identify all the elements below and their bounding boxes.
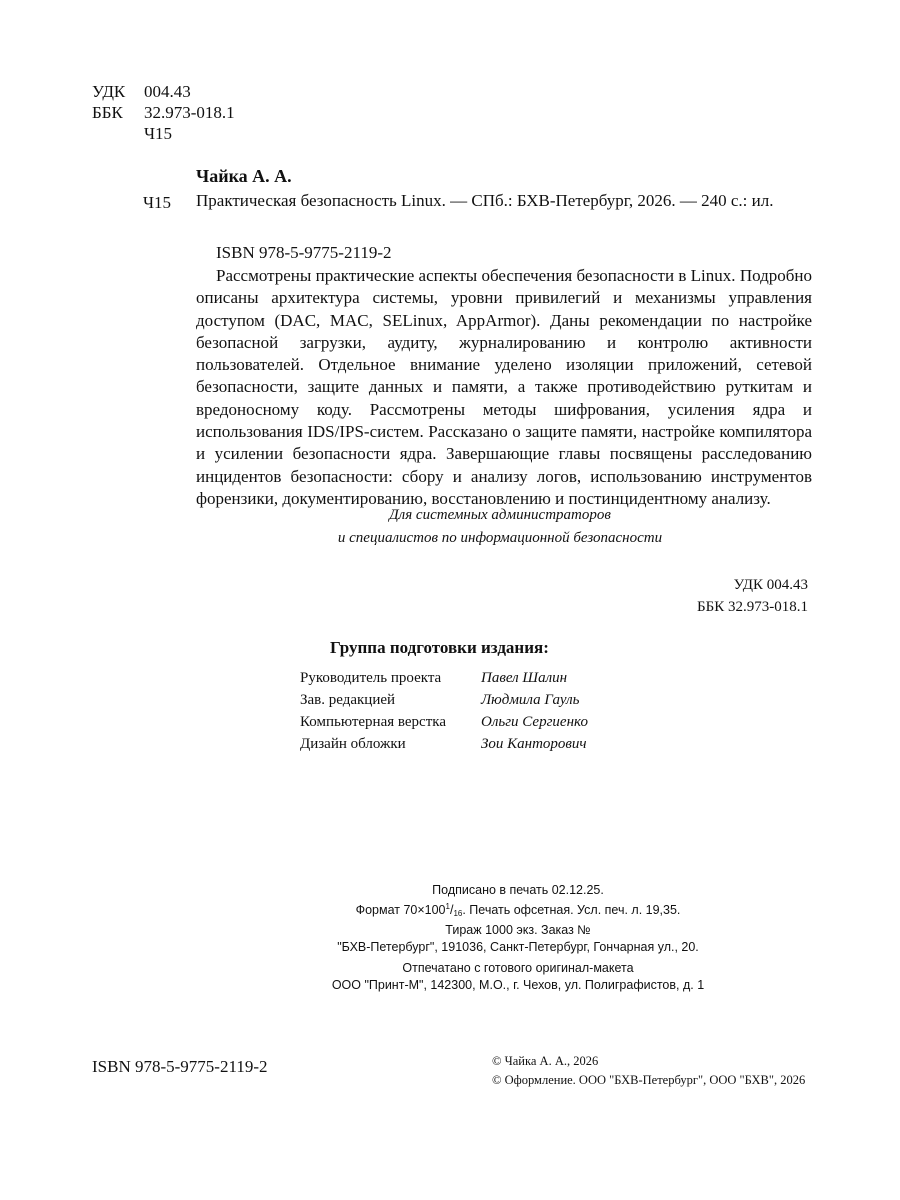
copyright-author: © Чайка А. А., 2026 <box>492 1054 599 1068</box>
staff-row <box>300 711 588 733</box>
imprint-format: Формат $70\times 100^1/_{16}$. Печать офсетная. Усл. печ. л. 19,35. <box>355 901 681 918</box>
staff-role: Компьютерная верстка <box>300 714 446 730</box>
udk-label: УДК <box>92 82 126 101</box>
staff-role: Руководитель проекта <box>300 670 442 686</box>
audience-line-2: и специалистов по информационной безопасности <box>337 530 663 546</box>
imprint-publisher: "БХВ-Петербург", 191036, Санкт-Петербург, Гончарная ул., 20. <box>337 939 699 954</box>
copyright-design: © Оформление. ООО "БХВ-Петербург", ООО "БХВ", 2026 <box>492 1073 806 1087</box>
imprint-circulation: Тираж 1000 экз. Заказ № <box>445 923 591 937</box>
imprint-format-prefix: Формат 70×100 <box>355 902 446 917</box>
udk-row <box>92 81 235 102</box>
udk-value: 004.43 <box>144 82 191 101</box>
author-sign: Ч15 <box>144 124 173 143</box>
staff-role: Дизайн обложки <box>300 736 406 752</box>
staff-name: Зои Канторович <box>481 736 587 752</box>
author-sign-repeat: Ч15 <box>143 193 172 212</box>
staff-row <box>300 689 588 711</box>
staff-name: Павел Шалин <box>481 670 568 686</box>
imprint-printed-from: Отпечатано с готового оригинал-макета <box>402 961 634 975</box>
bbk-row <box>92 102 235 123</box>
annotation: Рассмотрены практические аспекты обеспечения безопасности в Linux. Подробно описаны архитектура системы, уровни привилегий и механизмы управления доступом (DAC, MAC, SELinux, AppArmor). Даны рекомендации по настройке безопасной загрузки, аудиту, журналированию и контролю активности пользователей. Отдельное внимание уделено изоляции приложений, сетевой безопасности, защите данных и памяти, а также противодействию руткитам и вредоносному коду. Рассмотрены методы шифрования, усиления ядра и использования IDS/IPS-систем. Рассказано о защите памяти, настройке компилятора и усилении безопасности ядра. Завершающие главы посвящены расследованию инцидентов безопасности: сбору и анализу логов, использованию инструментов форензики, документированию, восстановлению и постинцидентному анализу. <box>196 266 812 508</box>
bbk-value: 32.973-018.1 <box>144 103 235 122</box>
staff-name: Людмила Гауль <box>481 692 580 708</box>
classification-block <box>92 81 235 144</box>
imprint-printer: ООО "Принт-М", 142300, М.О., г. Чехов, ул. Полиграфистов, д. 1 <box>331 977 705 992</box>
copyright-block <box>492 1052 805 1090</box>
staff-row <box>300 667 588 689</box>
format-numerator: 1 <box>445 901 450 911</box>
bibliographic-entry: Практическая безопасность Linux. — СПб.: БХВ-Петербург, 2026. — 240 с.: ил. <box>196 191 774 210</box>
staff-row <box>300 733 588 755</box>
bbk-right: ББК 32.973-018.1 <box>697 599 808 615</box>
imprint-block <box>200 882 836 993</box>
author-sign-row <box>92 123 235 144</box>
isbn-top: ISBN 978-5-9775-2119-2 <box>216 243 392 262</box>
classification-right <box>697 574 808 618</box>
audience-line-1: Для системных администраторов <box>389 507 611 523</box>
staff-role: Зав. редакцией <box>300 692 396 708</box>
author-name: Чайка А. А. <box>196 166 292 186</box>
bbk-label: ББК <box>92 103 123 122</box>
udk-right: УДК 004.43 <box>733 577 808 593</box>
staff-name: Ольги Сергиенко <box>481 714 588 730</box>
production-group-title: Группа подготовки издания: <box>330 638 549 657</box>
imprint-signed: Подписано в печать 02.12.25. <box>432 883 604 897</box>
imprint-format-suffix: . Печать офсетная. Усл. печ. л. 19,35. <box>462 902 681 917</box>
isbn-bottom: ISBN 978-5-9775-2119-2 <box>92 1057 268 1076</box>
audience-note <box>200 504 800 550</box>
format-denominator: 16 <box>453 908 463 918</box>
production-staff-list <box>300 667 588 755</box>
